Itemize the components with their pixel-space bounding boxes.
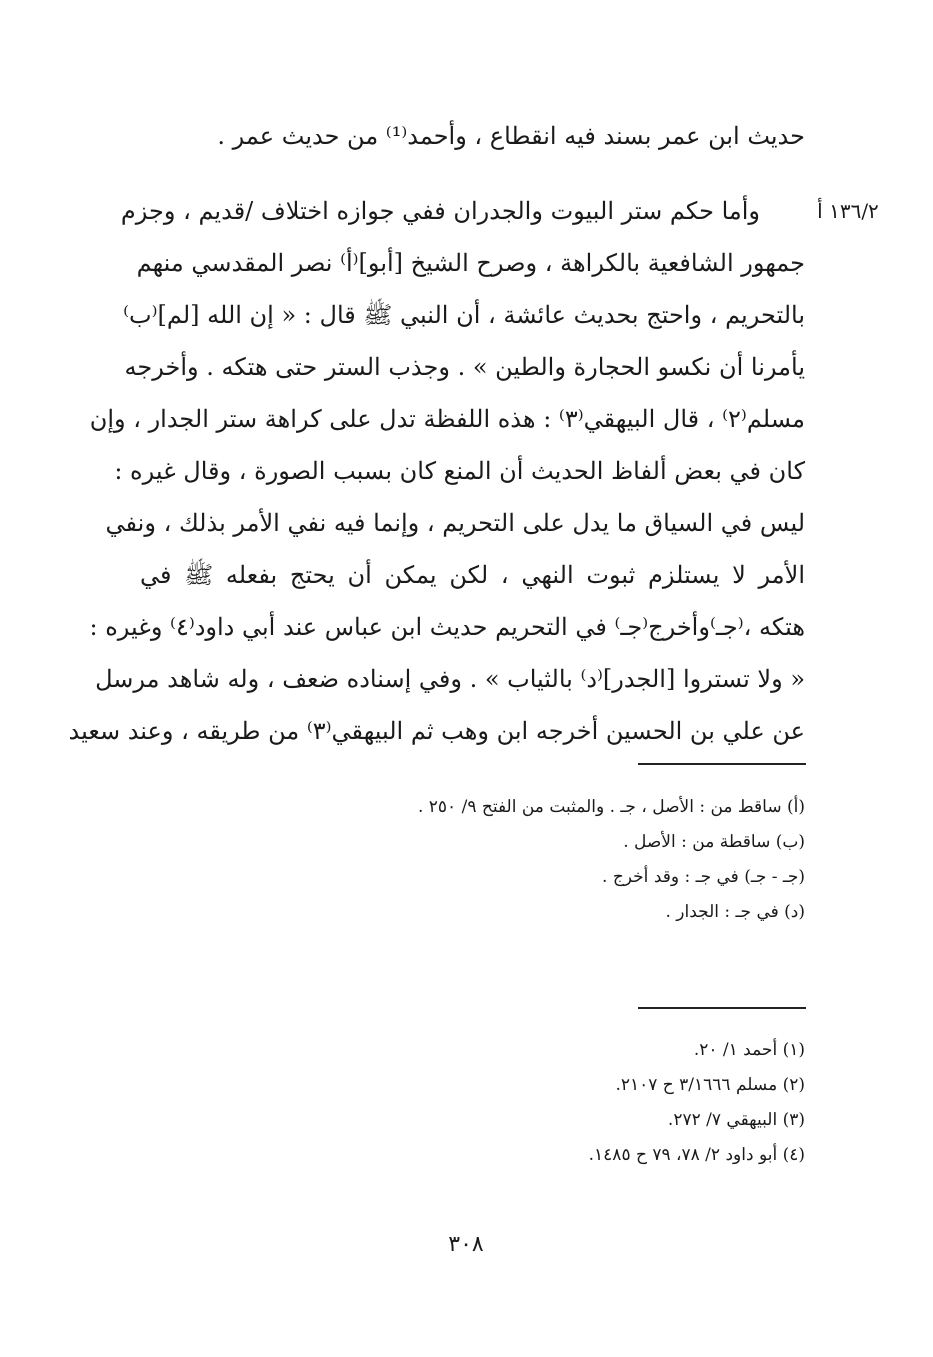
carryover-paragraph xyxy=(140,110,805,162)
paragraph-line: هتكه ،⁽جـ⁾وأخرج⁽جـ⁾ في التحريم حديث ابن عباس عند أبي داود⁽٤⁾ وغيره : xyxy=(89,613,805,641)
paragraph-line: وأما حكم ستر البيوت والجدران ففي جوازه اختلاف /قديم ، وجزم xyxy=(120,197,760,225)
paragraph-line: عن علي بن الحسين أخرجه ابن وهب ثم البيهقي⁽٣⁾ من طريقه ، وعند سعيد xyxy=(68,717,805,745)
variant-footnote: (د) في جـ : الجدار . xyxy=(665,902,805,922)
source-footnote: (٢) مسلم ٣/١٦٦٦ ح ٢١٠٧. xyxy=(615,1075,805,1095)
source-footnote: (١) أحمد ١/ ٢٠. xyxy=(693,1040,805,1060)
source-footnote: (٤) أبو داود ٢/ ٧٨، ٧٩ ح ١٤٨٥. xyxy=(588,1145,805,1165)
paragraph-line: « ولا تستروا [الجدر]⁽د⁾ بالثياب » . وفي إسناده ضعف ، وله شاهد مرسل xyxy=(95,665,805,693)
paragraph-line: بالتحريم ، واحتج بحديث عائشة ، أن النبي ﷺ قال : « إن الله [لم]⁽ب⁾ xyxy=(123,301,805,329)
paragraph-line: جمهور الشافعية بالكراهة ، وصرح الشيخ [أبو]⁽أ⁾ نصر المقدسي منهم xyxy=(136,249,805,277)
paragraph-line: ليس في السياق ما يدل على التحريم ، وإنما فيه نفي الأمر بذلك ، ونفي xyxy=(105,509,805,537)
paragraph-line: كان في بعض ألفاظ الحديث أن المنع كان بسبب الصورة ، وقال غيره : xyxy=(114,457,805,485)
page-number: ٣٠٨ xyxy=(448,1232,484,1257)
source-footnotes xyxy=(300,1033,805,1173)
main-paragraph xyxy=(68,185,805,757)
footnote-divider xyxy=(638,763,806,765)
variant-footnote: (أ) ساقط من : الأصل ، جـ . والمثبت من الفتح ٩/ ٢٥٠ . xyxy=(417,797,805,817)
variant-footnotes xyxy=(300,790,805,930)
manuscript-folio-marker: ١٣٦/٢ أ xyxy=(817,199,879,223)
variant-footnote: (ب) ساقطة من : الأصل . xyxy=(623,832,805,852)
paragraph-line: يأمرنا أن نكسو الحجارة والطين » . وجذب الستر حتى هتكه . وأخرجه xyxy=(124,353,805,381)
carryover-line: حديث ابن عمر بسند فيه انقطاع ، وأحمد⁽¹⁾ من حديث عمر . xyxy=(217,122,805,150)
source-footnote: (٣) البيهقي ٧/ ٢٧٢. xyxy=(667,1110,805,1130)
paragraph-line: مسلم⁽٢⁾ ، قال البيهقي⁽٣⁾ : هذه اللفظة تدل على كراهة ستر الجدار ، وإن xyxy=(89,405,805,433)
footnote-divider xyxy=(638,1007,806,1009)
paragraph-line: الأمر لا يستلزم ثبوت النهي ، لكن يمكن أن يحتج بفعله ﷺ في xyxy=(140,561,805,589)
variant-footnote: (جـ - جـ) في جـ : وقد أخرج . xyxy=(602,867,805,887)
